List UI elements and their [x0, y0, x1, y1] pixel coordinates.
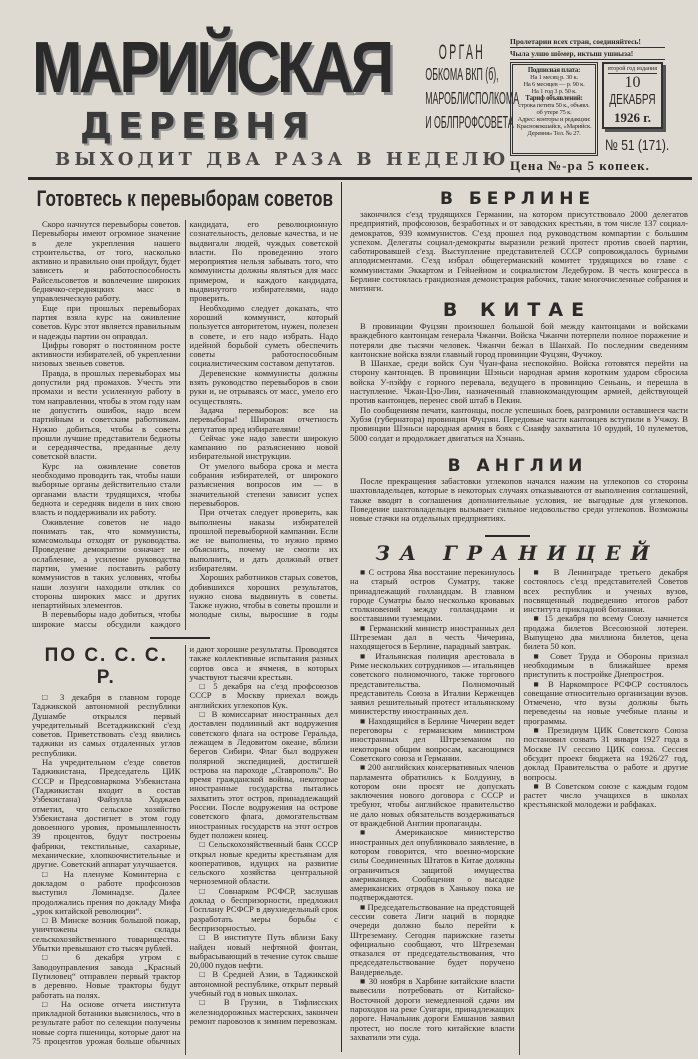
paragraph: На учредительном с'езде советов Таджикистана, Председатель ЦИК СССР и Предсовнаркома Узбекистана (Таджикистан входит в состав Узбекистана) Файзулла Ходжаев отметил, что сельское хозяйство Узбекистана достигнет в этом году довоенного уровня, промышленность 39 процентов, будут построены фабрики, текстильные, сахарные, механические, хлопкоочистительные и другие. Советский аппарат улучшается.: [32, 757, 181, 870]
section-divider: [485, 535, 530, 537]
organ-line: ОРГАН: [438, 40, 486, 64]
paragraph: ■ 30 ноября в Харбине китайские власти вывесили потребовать от Китайско-Восточной дороги немедленной сдачи им пароходов на реке Сунгари, принадлежащих дороге. Начальник дороги Емшанов заявил протест, но после того китайские власти захватили эти суда.: [350, 976, 515, 1042]
paragraph: ■ Председательствование на предстоящей сессии совета Лиги наций в порядке очереди должно было перейти к Штреземану. Сегодня парижские газеты официально сообщают, что Штреземан отказался от председательствования, что председательствование будет поручено Вандервельде.: [350, 901, 515, 977]
date-day: 10: [624, 74, 641, 91]
paragraph: ■ Совет Труда и Обороны признал необходимым в ближайшее время приступить к постройке Днепростроя.: [523, 650, 688, 680]
tariff-text: строка петита 50 к., объявл. об утере 75 к.: [518, 102, 590, 116]
tariff-heading: Тариф объявлений:: [525, 95, 583, 102]
price: Цена №-ра 5 копеек.: [510, 158, 650, 173]
paragraph: По сообщениям печати, кантонцы, после успешных боев, разгромили оставшиеся части Хубэя (губернатора) провинции Фуцзян. Передовые части кантонцев вступили в Учжоу. В провинции Шэньси народная армия в боях с Сиаяфу захватила 10 орудий, 10 пулеметов, 5000 солдат и продолжает двигаться на Хэнань.: [350, 404, 688, 443]
organ-statement: [416, 40, 520, 136]
paragraph: □ В Грузии, в Тифлисских железнодорожных мастерских, закончен ремонт паровозов к зимним перевозкам.: [189, 997, 338, 1026]
lead-article-body: [32, 220, 338, 630]
date-year: 1926 г.: [614, 110, 651, 125]
paragraph: В провинции Фуцзян произошел большой бой между кантонцами и войсками враждебного кантонцам генерала Чжанчи. Войска Чжанчи потерпели полное поражение и потеряли две тысячи человек. Чжанчи бежал в Шанхай. По последним сведениям кантонские войска взяли главный город провинции Фуцзян, Фучжоу.: [350, 322, 688, 359]
ussr-headline: ПО С. С. С. Р.: [44, 645, 168, 688]
subscription-line: На 1 месяц р. 30 к.: [530, 74, 578, 81]
paragraph: □ Совнарком РСФСР, заслушав доклад о беспризорности, предложил Госплану РСФСР в двухнедельный срок разработать меры борьбы с беспризорностью.: [189, 885, 338, 933]
paragraph: □ 5 декабря на с'езд профсоюзов СССР в Москву приехал вождь английских углекопов Кук.: [189, 681, 338, 710]
paragraph: □ Сельскохозяйственный банк СССР открыл новые кредиты крестьянам для кооперативов, идущих на развитие сельского хозяйства центральной черноземной области.: [189, 839, 338, 887]
paragraph: ■ 200 английских консервативных членов парламента обратились к Болдуину, в котором они просят не допускать заключения нового договора с СССР и требуют, чтобы английское правительство не дало новых обязательств воздерживаться от враждебной Англии пропаганды.: [350, 762, 515, 829]
address-text: Адрес: конторы и редакции: Краснококшайск, «Марийск. Деревня» Тел. № 27.: [516, 116, 592, 137]
paragraph: Цифры говорят о постоянном росте активности избирателей, об укреплении низовых звеньев советов.: [32, 339, 181, 369]
england-article: [350, 477, 688, 533]
subscription-line: На 1 год 3 р. 50 к.: [531, 88, 577, 95]
organ-line: И ОБЛПРОФСОВЕТА: [425, 113, 514, 133]
paragraph: ■ В Наркомпросе РСФСР состоялось совещание относительно организации вузов. Отмечено, что вузы должны быть переведены на новые учебные планы и программы.: [523, 678, 688, 726]
china-headline: В КИТАЕ: [442, 299, 593, 321]
masthead-divider: [28, 177, 692, 180]
date-month: ДЕКАБРЯ: [609, 92, 656, 109]
paragraph: При отчетах следует проверить, как выполнены наказы избирателей прошлой перевыборной кампании. Если же не выполнены, то нужно прямо объяснить, почему не смогли их выполнить, и дать должный ответ избирателям.: [189, 507, 338, 573]
paragraph: В перевыборы надо добиться, чтобы широкие массы обсудили каждого кандидата, его революционную сознательность, деловые качества, и не выдвигали людей, чуждых советской власти. По проведению этого мероприятия нельзя забывать того, что коммунисты должны являться для масс примером, и каждого кандидата, выдвинутого избирателями, надо проверить.: [32, 220, 338, 629]
paragraph: ■ Германский министр иностранных дел Штреземан дал в честь Чичерина, находящегося в Берлине, парадный завтрак.: [350, 622, 515, 652]
paragraph: ■ Итальянская полиция арестовала в Риме нескольких сотрудников — итальянцев советского полномочного, также торгового представительства. Полномочный представитель Союза в Италии Керженцев заявил решительный протест итальянскому министерству иностранных дел.: [350, 650, 515, 717]
paragraph: ■ Американское министерство иностранных дел опубликовало заявление, в котором говорится, что военно-морские силы Соединенных Штатов в Китае должны ограничиться защитой имущества американцев. Сообщения о высадке американских отрядов в Ханькоу пока не подтверждаются.: [350, 827, 515, 903]
paragraph: □ На основе отчета института прикладной ботаники выяснилось, что в результате работ по селекции получены новые сорта пшеницы, которые дают на 75 процентов урожая больше обычных и дают хорошие результаты. Проводятся также коллективные испытания разных сортов овса и ячменя, в которых участвуют тысячи крестьян.: [32, 645, 338, 1046]
lead-headline: Готовтесь к перевыборам советов: [36, 186, 334, 211]
paragraph: Курс на оживление советов необходимо проводить так, чтобы наши выборные органы действительно стали органами власти трудящихся, чтобы беднота и середняк видели в них свою власть и поддерживали их работу.: [32, 460, 181, 518]
paragraph: От умелого выбора срока и места собрания избирателей, от широкого разъяснения вопросов им — в значительной степени зависит успех перевыборов.: [189, 460, 338, 508]
ussr-news-section: [32, 645, 338, 1055]
paragraph: □ В институте Путь вблизи Баку найден новый нефтяной фонтан, выбрасывающий в течение суток свыше 20,000 пудов нефти.: [189, 932, 338, 971]
paragraph: Еще при прошлых перевыборах партия взяла курс на оживление советов. Курс этот является правильным и надежды партии он оправдал.: [32, 302, 181, 341]
tagline: ВЫХОДИТ ДВА РАЗА В НЕДЕЛЮ: [55, 149, 510, 170]
abroad-news-section: [350, 568, 688, 1055]
newspaper-title-line2: ДЕРЕВНЯ: [80, 106, 315, 147]
paragraph: □ В комиссариат иностранных дел доставлен подлинный акт водружения советского флага на острове Геральда, лежащем в Ледовитом океане, вблизи берегов Сибири. Флаг был водружен полярной экспедицией, достигшей острова на пароходе „Ставрополь“. Во время гражданской войны, некоторые иностранные государства пытались захватить этот остров, принадлежащий России. После водружения на острове советского флага, домогательствам иностранных государств на этот остров будет положен конец.: [189, 709, 338, 840]
paragraph: □ В Средней Азии, в Таджикской автономной республике, открыт первый учебный год в новых школах.: [189, 969, 338, 998]
paragraph: Оживление советов не надо понимать так, что коммунисты, комсомольцы отходят от руководства. Проведение демократии означает не ослабление, а усиление руководства партии, умение поставить работу коммунистов в таких условиях, чтобы наши лозунги находили отклик со стороны широких масс и других непартийных элементов.: [32, 516, 181, 611]
paragraph: □ В Минске возник большой пожар, уничтожены склады сельскохозяйственного товарищества. Убытки превышают сто тысяч рублей.: [32, 915, 181, 954]
paragraph: ■ Президиум ЦИК Советского Союза постановил созвать 31 января 1927 года в Москве IV сессию ЦИК союза. Сессия обсудит проект бюджета на 1926/27 год, доклад Правительства о работе и другие вопросы.: [523, 725, 688, 782]
slogan-mari: Чыла улшо шӧмер, иктыш ушныза!: [510, 49, 665, 60]
berlin-headline: В БЕРЛИНЕ: [439, 189, 596, 209]
paragraph: □ 3 декабря в главном городе Таджикской автономной республики Душамбе открылся первый учредительный Всетаджикский с'езд советов. Приветствовать с'езд явились таджики из самых отдаленных углов республики.: [32, 692, 181, 758]
china-article: [350, 322, 688, 456]
organ-line: МАРОБЛИСПОЛКОМА: [425, 89, 520, 109]
date-box: [602, 62, 663, 129]
paragraph: ■ В Ленинграде третьего декабря состоялось с'езд представителей Советов всех республик и ученых вузов, посвященный подведению итогов работ института прикладной ботаники.: [523, 568, 688, 615]
paragraph: ■ Находящийся в Берлине Чичерин ведет переговоры с германским министром иностранных дел Штреземаном по некоторым общим вопросам, касающимся Советского союза и Германии.: [350, 715, 515, 763]
paragraph: Скоро начнутся перевыборы советов. Перевыборы имеют огромное значение в деле укрепления нашего строительства, от того, насколько активно и правильно они пройдут, будет зависеть и работоспособность Райсельсоветов и вовлечение широких беднячко-середняцких масс в управленческую работу.: [32, 220, 181, 304]
paragraph: □ На пленуме Коминтерна с докладом о работе профсоюзов выступил Ломинадзе. Далее продолжались прения по докладу Мифа „урок китайской революции“.: [32, 868, 181, 916]
issue-number: № 51 (171).: [605, 137, 670, 154]
slogan-russian: Пролетарии всех стран, соединяйтесь!: [510, 37, 665, 48]
paragraph: закончился с'езд трудящихся Германии, на котором присутствовало 2000 делегатов предприятий, профсоюзов, безработных и от заводских крестьян, в том числе 137 социал-демократов, 939 коммунистов. С'езд прошел под руководством компартии с большим успехом. Делегаты социал-демократы выразили резкий протест против своей партии, саботировавшей с'езд. Выступление представителей СССР сопровождалось бурными аплодисментами. С'езд избрал общегерманский комитет трудящихся во главе с коммунистами Эккартом и Гейнейном и социалистом Ледебуром. В честь конгресса в Берлине состоялась грандиозная демонстрация рабочих, такие многочисленные собрания и митинги.: [350, 210, 688, 294]
paragraph: В Шанхае, среди войск Сун Чуан-фана неспокойно. Войска готовятся перейти на сторону кантонцев. В провинции Шэньси народная армия коротким ударом сбросила войска У-пэйфу с горного перевала, ведущего в провинцию Сеньань, и перешла в наступление. Чжан-Цзо-Лин, назначенный главнокомандующим армией, действующей против кантонцев, перенес свой штаб в Пекин.: [350, 358, 688, 406]
paragraph: После прекращения забастовки углекопов начался нажим на углекопов со стороны шахтовладельцев, которые в некоторых случаях отказываются от выполнения соглашений, также вводят в соглашения дополнительные условия, не выгодные для углекопов. Поведение шахтовладельцев вызывает сильное недовольство среди углекопов. Возможны новые стачки на отдельных предприятиях.: [350, 477, 688, 524]
paragraph: ■ 15 декабря по всему Союзу начнется продажа билетов Всесоюзной лотереи. Выпущено два миллиона билетов, цена билета 50 коп.: [523, 613, 688, 652]
paragraph: Сейчас уже надо завести широкую кампанию по разъяснению новой избирательной инструкции.: [189, 432, 338, 462]
england-headline: В АНГЛИИ: [447, 456, 588, 476]
subscription-line: На 6 месяцев — р. 90 к.: [523, 81, 585, 88]
section-divider: [150, 637, 210, 639]
column-divider: [341, 182, 342, 1052]
organ-line: ОБКОМА ВКП (б),: [425, 65, 499, 85]
paragraph: ■ В Советском союзе с каждым годом растет число учащихся в школах крестьянской молодежи и рабфаках.: [523, 780, 688, 810]
newspaper-title: МАРИЙСКАЯ: [32, 28, 391, 108]
paragraph: □ 6 декабря утром с Заводоуправления завода „Красный Путиловец“ отправлен первый трактор в деревню. Новые тракторы будут работать на полях.: [32, 952, 181, 1000]
paragraph: ■ С острова Ява восстание перекинулось на старый остров Суматру, также принадлежащий голландцам. В главном городе Суматры было несколько кровавых столкновений между голландцами и восставшими туземцами.: [350, 568, 515, 624]
subscription-heading: Подписная плата:: [527, 67, 581, 74]
paragraph: Правда, в прошлых перевыборах мы допустили ряд промахов. Учесть эти промахи и вести усиленную работу в том направлении, чтобы в этом году нам не допустить ошибок, надо всем партийным и советским работникам. Нужно добиться, чтобы в советы прошли лучшие представители бедноты и середнячества, преданные делу советской власти.: [32, 367, 181, 462]
abroad-headline: ЗА ГРАНИЦЕЙ: [375, 541, 660, 565]
year-of-issue: второй год издания: [608, 66, 657, 72]
subscription-box: [510, 62, 598, 156]
paragraph: Необходимо следует доказать, что хороший коммунист, который пользуется авторитетом, нужен, полезен в совете, и его надо избрать. Надо идейной борьбой суметь обеспечить советы работоспособным социалистическим составом депутатов.: [189, 302, 338, 369]
paragraph: Задача перевыборов: все на перевыборы! Широкая отчетность депутатов пред избирателями!: [189, 404, 338, 434]
paragraph: Деревенские коммунисты должны взять руководство перевыборов в свои руки и, не отрываясь от масс, умело его осуществлять.: [189, 367, 338, 406]
berlin-article: [350, 210, 688, 300]
paragraph: Хороших работников старых советов, добившихся хороших результатов, нужно снова выдвинуть в советы. Также нужно, чтобы в советы прошли и молодые силы, выросшие в годы: [189, 572, 338, 620]
